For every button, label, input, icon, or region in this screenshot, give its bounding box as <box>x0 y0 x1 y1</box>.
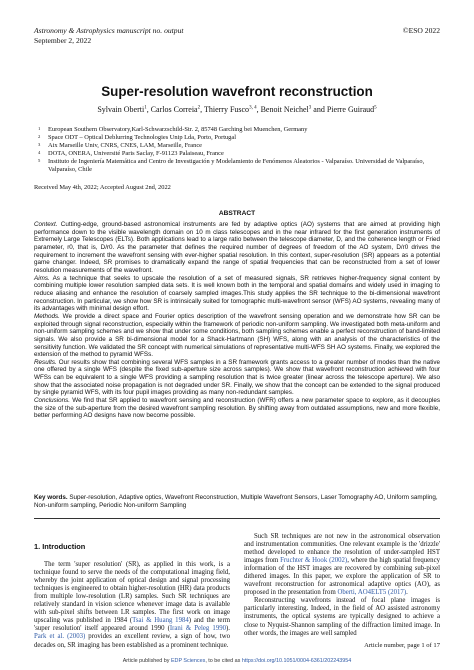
left-column <box>34 543 230 650</box>
abstract-label: Context. <box>34 221 58 228</box>
abstract-text: We provide a direct space and Fourier optics description of the wavefront sensing operation and we demonstrate how SR can be exploited through signal reconstruction, especially within the framework of periodic non-uniform sampling. We investigated both meta-uniform and non-uniform sampling schemes and we show that under some conditions, both sampling schemes enable a perfect reconstruction of band-limited signals. We also provide a SR bi-dimensional model for a Shack-Hartmann (SH) WFS, along with an analysis of the characteristics of the sensitivity function. We validated the SR concept with numerical simulations of representative multi-WFS SH AO systems. Finally, we explored the extension of the method to pyramid WFSs. <box>34 312 440 359</box>
affiliation-text: Aix Marseille Univ, CNRS, CNES, LAM, Marseille, France <box>48 142 203 149</box>
intro-paragraph-1 <box>34 561 230 650</box>
abstract-label: Methods. <box>34 312 60 320</box>
author-name: Sylvain Oberti <box>97 105 145 114</box>
affiliation-text: Space ODT – Optical Deblurring Technologies Unip Lda, Porto, Portugal <box>48 134 236 141</box>
keywords-text: Super-resolution, Adaptive optics, Wavefront Reconstruction, Multiple Wavefront Sensors, Laser Tomography AO, Uniform sampling, Non-uniform sampling, Periodic Non-uniform Sampling <box>34 494 438 509</box>
abstract-label: Aims. <box>34 274 50 282</box>
abstract-label: Results. <box>34 358 57 366</box>
author-separator: , <box>200 105 204 114</box>
citation-link[interactable]: Fruchter & Hook (2002) <box>280 557 348 565</box>
section-heading: 1. Introduction <box>34 542 86 551</box>
paragraph-text: ). <box>226 625 230 633</box>
paragraph-text: , where the high spatial frequency information of the HST images are recovered by combining sub-pixel dithered images. In this paper, we explore the application of SR to wavefront reconstruction for astronomical adaptive optics (AO), as proposed in the presentation from <box>244 557 440 597</box>
author-name: Thierry Fusco <box>203 105 250 114</box>
keywords-label: Key words. <box>34 494 68 501</box>
author-name: Carlos Correia <box>150 105 198 114</box>
abstract-section <box>34 275 440 313</box>
abstract-label: Conclusions. <box>34 397 71 405</box>
citation-link[interactable]: Irani & Peleg 1990 <box>169 625 227 633</box>
abstract-heading: ABSTRACT <box>218 210 256 217</box>
abstract-text: We find that SR applied to wavefront sensing and reconstruction (WFR) offers a new parameter space to explore, as it decouples the size of the sub-aperture from the desired wavefront sampling resolution. By shifting away from outdated assumptions, new and more flexible, better performing AO designs have now become possible. <box>34 397 440 420</box>
paragraph-text: . <box>406 589 408 597</box>
author-affiliation-mark: 3 <box>308 105 312 111</box>
author-affiliation-mark: 2 <box>197 105 201 111</box>
citation-link[interactable]: Oberti, AO4ELT5 (2017) <box>337 589 407 597</box>
paragraph-text: The term 'super resolution' (SR), as applied in this work, is a technique found to serve the needs of the computational imaging field, whereby the joint application of optical design and signal processing techniques is engineered to obtain higher-resolution (HR) data products from multiple low-resolution (LR) samples. Such SR techniques are relatively standard in vision science whenever image data is available with sub-pixel shifts between LR samples. The first work on image upscaling was published in 1984 ( <box>34 561 230 625</box>
divider <box>34 518 440 519</box>
paper-title: Super-resolution wavefront reconstruction <box>101 84 373 99</box>
manuscript-date: September 2, 2022 <box>34 35 92 45</box>
running-header <box>34 26 440 45</box>
right-column <box>244 533 440 638</box>
abstract-text: Cutting-edge, ground-based astronomical instruments are fed by adaptive optics (AO) systems that are aimed at providing high performance down to the visible wavelength domain on 10 m class telescopes and in the near infrared for the first generation instruments of Extremely Large Telescopes (ELTs). Both applications lead to a large ratio between the telescope diameter, D, and the coherence length or Fried parameter, r0, that is, D/r0. As the parameter that defines the required number of degrees of freedom of the AO system, D/r0 drives the requirement to increment the wavefront sensing with ever-higher spatial resolution. In this context, super-resolution (SR) appears as a potential game changer. Indeed, SR promises to dramatically expand the range of spatial frequencies that can be reconstructed from a set of lower resolution measurements of the wavefront. <box>34 221 440 274</box>
affiliation-number: 5 <box>38 158 41 163</box>
author-separator: , <box>256 105 261 114</box>
copyright-notice: ©ESO 2022 <box>402 26 440 35</box>
citation-link[interactable]: Tsai & Huang 1984 <box>132 617 189 625</box>
author-affiliation-mark: 3, 4 <box>249 105 257 111</box>
affiliation-number: 4 <box>38 150 41 155</box>
paragraph-text: Such SR techniques are not new in the astronomical observation and instrumentation communities. One relevant example is the 'drizzle' method developed to enhance the resolution of under-sampled HST images from <box>244 533 440 565</box>
affiliation <box>34 150 440 158</box>
affiliation <box>34 126 440 134</box>
author-affiliation-mark: 5 <box>374 105 377 111</box>
author-name: Pierre Guiraud <box>326 105 375 114</box>
doi-link[interactable]: https://doi.org/10.1051/0004-6361/202243954 <box>241 658 352 664</box>
affiliation-list <box>34 126 440 174</box>
footer <box>0 658 474 664</box>
abstract-section <box>34 359 440 397</box>
journal-name: Astronomy & Astrophysics manuscript no. output <box>34 26 184 35</box>
abstract-section <box>34 221 440 275</box>
citation-link[interactable]: Park et al. (2003) <box>34 633 86 641</box>
author-affiliation-mark: 1 <box>144 105 147 111</box>
affiliation-number: 1 <box>38 126 41 131</box>
keywords <box>34 494 440 509</box>
affiliation-number: 3 <box>38 142 41 147</box>
affiliation-text: European Southern Observatory,Karl-Schwarzschild-Str. 2, 85748 Garching bei Muenchen, Germany <box>48 126 308 133</box>
affiliation <box>34 158 440 174</box>
abstract-text: As a technique that seeks to upscale the resolution of a set of measured signals, SR retrieves higher-frequency signal content by combining multiple lower resolution sampled data sets. It is well known both in the temporal and spatial domains and widely used in imaging to reduce aliasing and enhance the resolution of coarsely sampled images.This study applies the SR technique to the bi-dimensional wavefront reconstruction. In particular, we show how SR is intrinsically suited for tomographic multi-wavefront sensor (WFS) AO systems, revealing many of its advantages with minimal design effort. <box>34 274 440 313</box>
paragraph-text: provides an excellent review, a sign of how, two decades on, SR imaging has been established as a prominent technique. <box>34 633 230 649</box>
affiliation-text: Instituto de Ingeniería Matemática and Centro de Investigación y Modelamiento de Fenómenos Aleatorios - Valparaíso. Universidad de Valparaíso, Valparaíso, Chile <box>48 158 425 173</box>
author-separator: and <box>311 105 327 114</box>
abstract-section <box>34 397 440 420</box>
paragraph-text: ) and the term 'super resolution' itself appeared around 1990 ( <box>34 617 230 633</box>
article-number: Article number, page 1 of 17 <box>364 642 440 649</box>
footer-middle: , to be cited as <box>205 658 242 664</box>
author-name: Benoit Neichel <box>260 105 309 114</box>
affiliation-number: 2 <box>38 134 41 139</box>
author-list <box>34 105 440 114</box>
footer-prefix: Article published by <box>122 658 171 664</box>
intro-paragraph-2 <box>244 533 440 597</box>
affiliation <box>34 134 440 142</box>
affiliation-text: DOTA, ONERA, Université Paris Saclay, F-91123 Palaiseau, France <box>48 150 224 157</box>
received-date: Received May 4th, 2022; Accepted August 2nd, 2022 <box>34 184 171 191</box>
intro-paragraph-3: Reconstructing wavefronts instead of focal plane images is particularly interesting. Indeed, in the field of AO assisted astronomy instruments, the optical systems are typically designed to achieve a close to Nyquist-Shannon sampling of the diffraction limited image. In other words, the images are well sampled <box>244 597 440 637</box>
abstract-section <box>34 313 440 359</box>
affiliation <box>34 142 440 150</box>
abstract-body <box>34 221 440 420</box>
author-separator: , <box>146 105 151 114</box>
publisher-link[interactable]: EDP Sciences <box>170 658 206 664</box>
abstract-text: Our results show that combining several WFS samples in a SR framework grants access to a greater number of modes than the native one offered by a single WFS (despite the fixed sub-aperture size across samples). We show that wavefront reconstruction achieved with four WFSs can be equivalent to a single WFS providing a sampling resolution that is twice greater (linear across the telescope aperture). We also show that the associated noise propagation is not degraded under SR. Finally, we show that the concept can be extended to the signal produced by single pyramid WFS, with its four pupil images providing as many non-redundant samples. <box>34 358 440 397</box>
